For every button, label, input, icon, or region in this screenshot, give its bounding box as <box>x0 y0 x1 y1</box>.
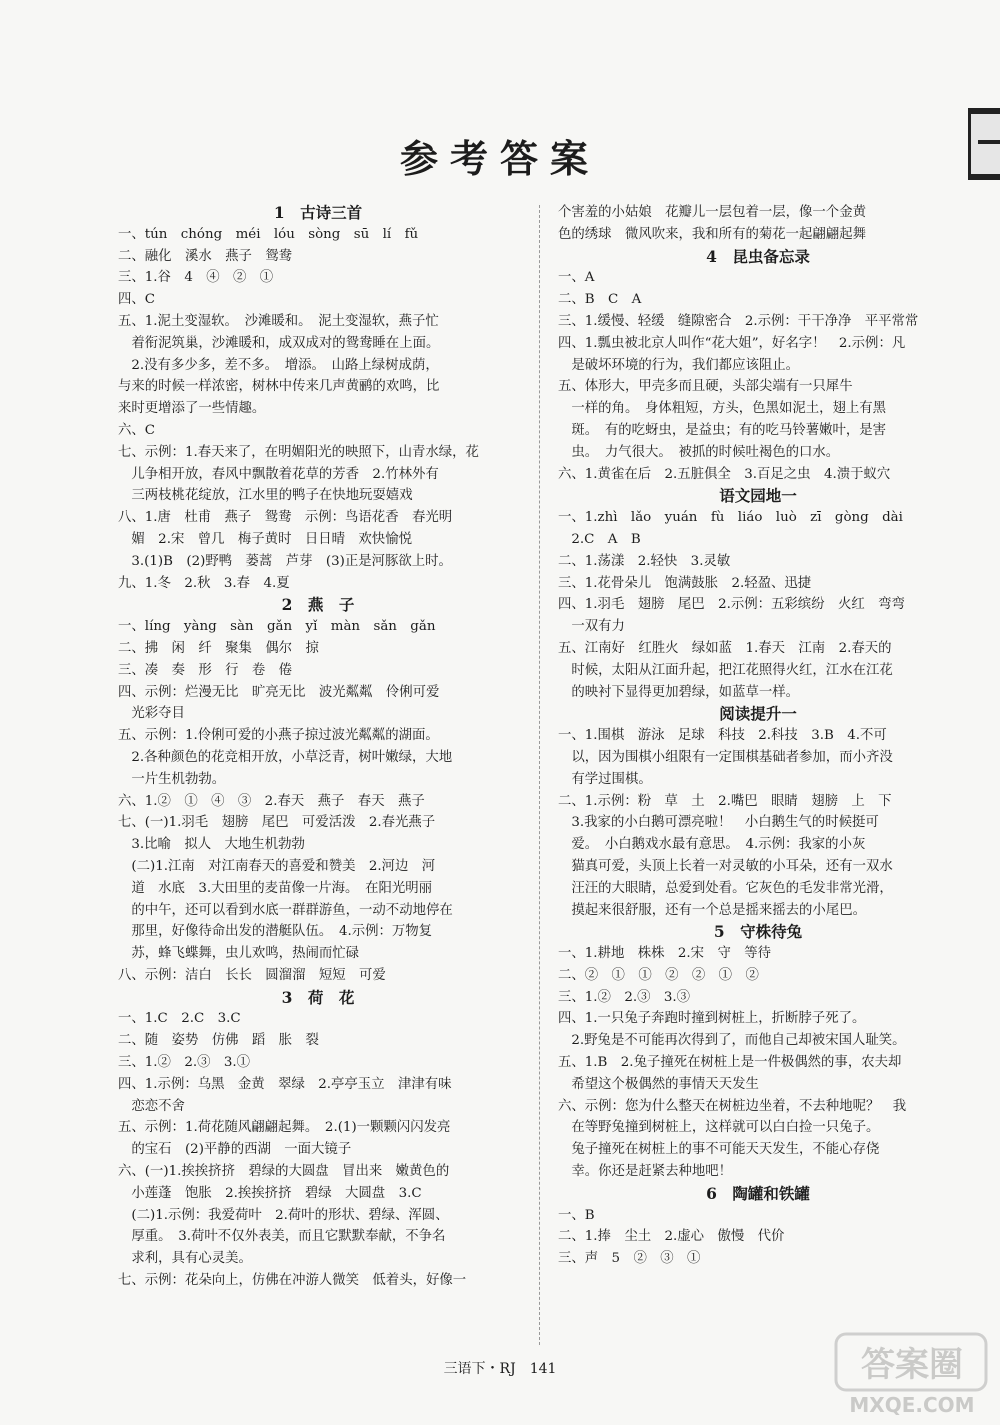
page-footer: 三语下・RJ 141 <box>443 1361 557 1377</box>
answer-line: 四、1.瓢虫被北京人叫作“花大姐”，好名字！ 2.示例：凡 <box>558 335 906 351</box>
answer-line: 二、② ① ① ② ② ① ② <box>558 967 759 983</box>
section-heading: 2 燕 子 <box>281 595 355 615</box>
answer-line: 四、1.示例：乌黑 金黄 翠绿 2.亭亭玉立 津津有味 <box>118 1076 452 1092</box>
section-heading: 6 陶罐和铁罐 <box>706 1183 810 1203</box>
answer-line: 一、líng yàng sàn gǎn yǐ màn sǎn gǎn <box>118 619 436 635</box>
answer-line: 苏，蜂飞蝶舞，虫儿欢鸣，热闹而忙碌 <box>118 946 360 962</box>
answer-line: 3.比喻 拟人 大地生机勃勃 <box>118 837 305 853</box>
answer-line: 二、1.捧 尘土 2.虚心 傲慢 代价 <box>558 1229 785 1245</box>
answer-line: 五、示例：1.伶俐可爱的小燕子掠过波光粼粼的湖面。 <box>118 728 439 744</box>
answer-line: 二、1.荡漾 2.轻快 3.灵敏 <box>558 553 731 569</box>
answer-line: 六、C <box>118 422 156 438</box>
answer-line: 光彩夺目 <box>118 706 185 722</box>
answer-line: 八、1.唐 杜甫 燕子 鸳鸯 示例：鸟语花香 春光明 <box>118 510 453 526</box>
answer-line: 求利，具有心灵美。 <box>118 1251 252 1267</box>
answer-line: 汪汪的大眼睛，总爱到处看。它灰色的毛发非常光滑， <box>558 880 893 896</box>
answer-line: 九、1.冬 2.秋 3.春 4.夏 <box>118 575 290 591</box>
answer-line: 四、C <box>118 292 156 308</box>
answer-line: 五、1.B 2.兔子撞死在树桩上是一件极偶然的事，农夫却 <box>558 1055 902 1071</box>
answer-line: 2.各种颜色的花竞相开放，小草泛青，树叶嫩绿，大地 <box>118 749 453 765</box>
answer-line: 的中午，还可以看到水底一群群游鱼，一动不动地停在 <box>118 902 453 918</box>
answer-column-right <box>558 202 958 1270</box>
answer-line: 三、1.② 2.③ 3.③ <box>558 989 691 1005</box>
answer-line: 三两枝桃花绽放，江水里的鸭子在快地玩耍嬉戏 <box>118 488 413 504</box>
answer-line: 一、B <box>558 1207 595 1223</box>
answer-line: 幸。你还是赶紧去种地吧！ <box>558 1164 733 1180</box>
answer-line: 二、1.示例：粉 草 土 2.嘴巴 眼睛 翅膀 上 下 <box>558 793 892 809</box>
answer-line: (二)1.示例：我爱荷叶 2.荷叶的形状、碧绿、浑圆、 <box>118 1207 449 1223</box>
answer-line: 六、1.② ① ④ ③ 2.春天 燕子 春天 燕子 <box>118 793 425 809</box>
answer-line: 六、(一)1.挨挨挤挤 碧绿的大圆盘 冒出来 嫩黄色的 <box>118 1164 450 1180</box>
answer-line: 色的绣球 微风吹来，我和所有的菊花一起翩翩起舞 <box>558 226 866 242</box>
answer-line: 三、1.② 2.③ 3.① <box>118 1055 251 1071</box>
answer-line: 五、江南好 红胜火 绿如蓝 1.春天 江南 2.春天的 <box>558 640 892 656</box>
answer-line: 一双有力 <box>558 619 625 635</box>
answer-line: 斑。 有的吃蚜虫，是益虫；有的吃马铃薯嫩叶，是害 <box>558 422 887 438</box>
answer-line: 三、凑 奏 形 行 卷 倦 <box>118 662 293 678</box>
answer-line: 3.我家的小白鹅可漂亮啦！ 小白鹅生气的时候挺可 <box>558 815 879 831</box>
answer-line: 四、1.一只兔子奔跑时撞到树桩上，折断脖子死了。 <box>558 1011 866 1027</box>
section-heading: 4 昆虫备忘录 <box>706 246 810 266</box>
section-heading: 5 守株待兔 <box>713 922 803 942</box>
answer-line: (二)1.江南 对江南春天的喜爱和赞美 2.河边 河 <box>118 858 436 874</box>
answer-line: 一片生机勃勃。 <box>118 771 226 787</box>
answer-line: 的映衬下显得更加碧绿，如蓝草一样。 <box>558 684 800 700</box>
answer-line: 媚 2.宋 曾几 梅子黄时 日日晴 欢快愉悦 <box>118 531 412 547</box>
answer-line: 三、1.缓慢、轻缓 缝隙密合 2.示例：干干净净 平平常常 <box>558 313 919 329</box>
answer-line: 一、1.耕地 株株 2.宋 守 等待 <box>558 946 772 962</box>
answer-line: 八、示例：洁白 长长 圆溜溜 短短 可爱 <box>118 967 386 983</box>
answer-line: 五、1.泥土变湿软。 沙滩暖和。 泥土变湿软，燕子忙 <box>118 313 439 329</box>
answer-line: 五、示例：1.荷花随风翩翩起舞。 2.(1)一颗颗闪闪发亮 <box>118 1120 451 1136</box>
answer-line: 三、1.花骨朵儿 饱满鼓胀 2.轻盈、迅捷 <box>558 575 812 591</box>
watermark-logo <box>832 1328 992 1420</box>
column-divider <box>539 205 540 1345</box>
answer-line: 时候，太阳从江面升起，把江花照得火红，江水在江花 <box>558 662 893 678</box>
answer-line: 一、1.围棋 游泳 足球 科技 2.科技 3.B 4.不可 <box>558 728 887 744</box>
answer-line: 希望这个极偶然的事情天天发生 <box>558 1076 759 1092</box>
answer-line: 来时更增添了一些情趣。 <box>118 401 266 417</box>
answer-line: 一、1.zhì lǎo yuán fù liáo luò zī gòng dài <box>558 510 903 526</box>
answer-column-left <box>118 202 518 1292</box>
answer-line: 六、示例：您为什么整天在树桩边坐着，不去种地呢？ 我 <box>558 1098 907 1114</box>
answer-line: 七、示例：1.春天来了，在明媚阳光的映照下，山青水绿，花 <box>118 444 479 460</box>
answer-line: 一样的角。 身体粗短，方头，色黑如泥土，翅上有黑 <box>558 401 887 417</box>
answer-line: 三、1.谷 4 ④ ② ① <box>118 270 274 286</box>
section-heading: 1 古诗三首 <box>273 203 363 222</box>
answer-line: 爱。 小白鹅戏水最有意思。 4.示例：我家的小灰 <box>558 837 866 853</box>
answer-line: 是破坏环境的行为，我们都应该阻止。 <box>558 357 800 373</box>
answer-line: 一、tún chóng méi lóu sòng sū lí fǔ <box>118 226 419 242</box>
answer-line: 2.C A B <box>558 531 641 547</box>
answer-line: 二、融化 溪水 燕子 鸳鸯 <box>118 248 293 264</box>
answer-line: 兔子撞死在树桩上的事不可能天天发生，不能心存侥 <box>558 1142 880 1158</box>
answer-line: 虫。 力气很大。 被抓的时候吐褐色的口水。 <box>558 444 840 460</box>
answer-line: 儿争相开放，春风中飘散着花草的芳香 2.竹林外有 <box>118 466 439 482</box>
section-heading: 3 荷 花 <box>281 987 355 1007</box>
answer-line: 二、拂 闲 纤 聚集 偶尔 掠 <box>118 640 319 656</box>
page-title: 参考答案 <box>399 136 600 181</box>
answer-line: 与来的时候一样浓密，树林中传来几声黄鹂的欢鸣，比 <box>118 379 440 395</box>
answer-line: 3.(1)B (2)野鸭 蒌蒿 芦芽 (3)正是河豚欲上时。 <box>118 553 452 569</box>
answer-line: 一、1.C 2.C 3.C <box>118 1011 241 1027</box>
watermark-text-top: 答案圈 <box>861 1345 963 1385</box>
answer-line: 的宝石 (2)平静的西湖 一面大镜子 <box>118 1142 352 1158</box>
answer-line: 三、声 5 ② ③ ① <box>558 1251 701 1267</box>
section-heading: 阅读提升一 <box>719 704 797 724</box>
answer-line: 厚重。 3.荷叶不仅外表美，而且它默默奉献，不争名 <box>118 1229 446 1245</box>
answer-line: 小莲蓬 饱胀 2.挨挨挤挤 碧绿 大圆盘 3.C <box>118 1185 422 1201</box>
answer-line: 二、B C A <box>558 292 642 308</box>
answer-line: 七、(一)1.羽毛 翅膀 尾巴 可爱活泼 2.春光燕子 <box>118 815 436 831</box>
answer-line: 二、随 姿势 仿佛 蹈 胀 裂 <box>118 1033 319 1049</box>
answer-line: 五、体形大，甲壳多而且硬，头部尖端有一只犀牛 <box>558 379 853 395</box>
answer-line: 一、A <box>558 270 595 286</box>
answer-line: 四、1.羽毛 翅膀 尾巴 2.示例：五彩缤纷 火红 弯弯 <box>558 597 905 613</box>
answer-line: 道 水底 3.大田里的麦苗像一片海。 在阳光明丽 <box>118 880 433 896</box>
answer-line: 个害羞的小姑娘 花瓣儿一层包着一层，像一个金黄 <box>558 205 866 220</box>
section-heading: 语文园地一 <box>719 486 797 506</box>
answer-line: 以，因为围棋小组限有一定围棋基础者参加，而小齐没 <box>558 749 893 765</box>
answer-line: 在等野兔撞到树桩上，这样就可以白白捡一只兔子。 <box>558 1120 880 1136</box>
answer-line: 那里，好像待命出发的潜艇队伍。 4.示例：万物复 <box>118 924 433 940</box>
answer-line: 七、示例：花朵向上，仿佛在冲游人微笑 低着头，好像一 <box>118 1273 467 1289</box>
answer-line: 猫真可爱，头顶上长着一对灵敏的小耳朵，还有一双水 <box>558 858 893 874</box>
answer-line: 着衔泥筑巢，沙滩暖和，成双成对的鸳鸯睡在上面。 <box>118 335 440 351</box>
answer-line: 恋恋不舍 <box>118 1098 185 1114</box>
answer-line: 2.野兔是不可能再次得到了，而他自己却被宋国人耻笑。 <box>558 1033 906 1049</box>
answer-line: 有学过围棋。 <box>558 771 652 787</box>
answer-line: 六、1.黄雀在后 2.五脏俱全 3.百足之虫 4.溃于蚁穴 <box>558 466 891 482</box>
answer-line: 2.没有多少多，差不多。 增添。 山路上绿树成荫， <box>118 357 439 373</box>
answer-line: 四、示例：烂漫无比 旷亮无比 波光粼粼 伶俐可爱 <box>118 684 440 700</box>
watermark-text-bottom: MXQE.COM <box>849 1393 975 1417</box>
answer-line: 摸起来很舒服，还有一个总是摇来摇去的小尾巴。 <box>558 902 866 918</box>
